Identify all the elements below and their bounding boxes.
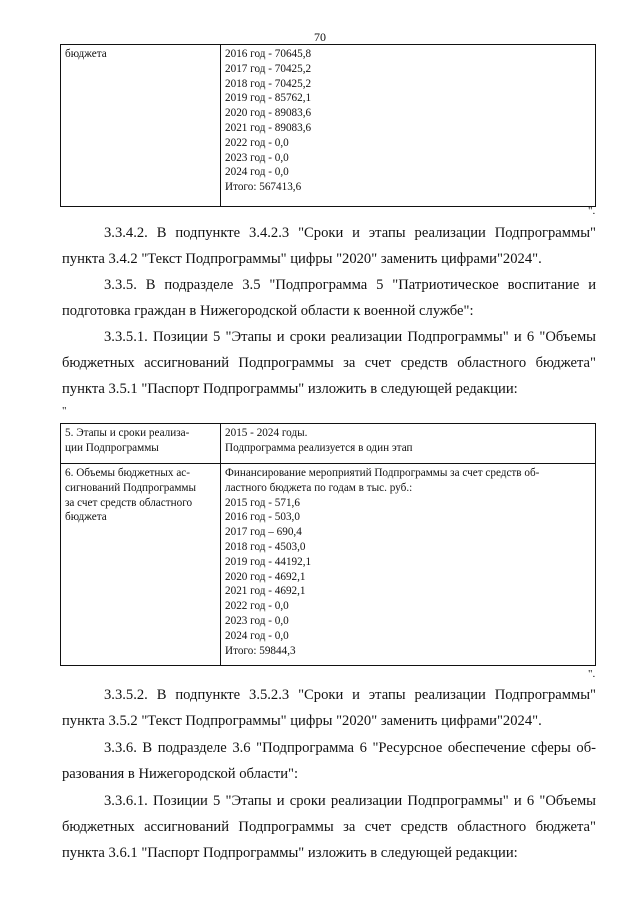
paragraph-3-3-6-1: [62, 788, 596, 866]
year-line: 2022 год - 0,0: [225, 600, 289, 613]
table-cell-left: [61, 464, 221, 666]
cell-text: 6. Объемы бюджетных ас-: [65, 467, 190, 479]
paragraph-3-3-6: [62, 735, 596, 787]
cell-text: ции Подпрограммы: [65, 441, 159, 454]
subprogram-passport-table: [60, 423, 596, 666]
table-cell-left: [61, 45, 221, 207]
paragraph-3-3-5: [62, 272, 596, 324]
cell-text: Подпрограмма реализуется в один этап: [225, 441, 413, 454]
cell-text: 5. Этапы и сроки реализа-: [65, 427, 190, 439]
text-line: подготовка граждан в Нижегородской области к военной службе":: [62, 303, 474, 319]
total-line: Итого: 59844,3: [225, 644, 296, 657]
year-line: 2016 год - 70645,8: [225, 48, 312, 60]
text-line: пункта 3.5.2 "Текст Подпрограммы" цифры "2020" заменить цифрами"2024".: [62, 713, 542, 729]
year-line: 2024 год - 0,0: [225, 629, 289, 642]
text-line: 3.3.5.1. Позиции 5 "Этапы и сроки реализации Подпрограммы" и 6 "Объемы: [104, 329, 596, 345]
table-cell-left: [61, 424, 221, 464]
table-cell-right: [221, 464, 596, 666]
cell-text: ластного бюджета по годам в тыс. руб.:: [225, 481, 413, 494]
table-cell-right: [221, 45, 596, 207]
closing-quote: ".: [588, 668, 596, 680]
year-line: 2015 год - 571,6: [225, 496, 300, 509]
cell-text: 2015 - 2024 годы.: [225, 427, 308, 439]
year-line: 2021 год - 4692,1: [225, 585, 306, 598]
text-line: 3.3.6. В подразделе 3.6 "Подпрограмма 6 "Ресурсное обеспечение сферы об-: [104, 740, 596, 756]
text-line: бюджетных ассигнований Подпрограммы за счет средств областного бюджета": [62, 819, 596, 835]
cell-text: за счет средств областного: [65, 496, 193, 509]
budget-table-continuation: [60, 44, 596, 207]
opening-quote: ": [62, 405, 67, 417]
year-line: 2016 год - 503,0: [225, 511, 300, 524]
paragraph-3-3-4-2: [62, 220, 596, 272]
table-row: [61, 464, 596, 666]
text-line: 3.3.6.1. Позиции 5 "Этапы и сроки реализации Подпрограммы" и 6 "Объемы: [104, 793, 596, 809]
total-line: Итого: 567413,6: [225, 181, 302, 194]
text-line: 3.3.4.2. В подпункте 3.4.2.3 "Сроки и этапы реализации Подпрограммы": [104, 225, 596, 241]
text-line: пункта 3.5.1 "Паспорт Подпрограммы" изложить в следующей редакции:: [62, 381, 518, 397]
text-line: пункта 3.6.1 "Паспорт Подпрограммы" изложить в следующей редакции:: [62, 845, 518, 861]
year-line: 2023 год - 0,0: [225, 614, 289, 627]
year-line: 2017 год - 70425,2: [225, 62, 312, 75]
text-line: 3.3.5. В подразделе 3.5 "Подпрограмма 5 "Патриотическое воспитание и: [104, 277, 596, 293]
paragraph-3-3-5-1: [62, 324, 596, 402]
year-line: 2020 год - 89083,6: [225, 107, 312, 120]
table-cell-right: [221, 424, 596, 464]
year-line: 2020 год - 4692,1: [225, 570, 306, 583]
cell-text: бюджета: [65, 511, 107, 524]
year-line: 2024 год - 0,0: [225, 166, 289, 179]
year-line: 2017 год – 690,4: [225, 526, 302, 539]
cell-text: бюджета: [65, 48, 107, 60]
text-line: 3.3.5.2. В подпункте 3.5.2.3 "Сроки и этапы реализации Подпрограммы": [104, 687, 596, 703]
text-line: разования в Нижегородской области":: [62, 766, 299, 782]
year-line: 2018 год - 4503,0: [225, 540, 306, 553]
year-line: 2018 год - 70425,2: [225, 77, 312, 90]
text-line: пункта 3.4.2 "Текст Подпрограммы" цифры "2020" заменить цифрами"2024".: [62, 251, 542, 267]
cell-text: Финансирование мероприятий Подпрограммы за счет средств об-: [225, 467, 540, 479]
cell-text: сигнований Подпрограммы: [65, 481, 197, 494]
year-line: 2022 год - 0,0: [225, 136, 289, 149]
page-number: 70: [314, 30, 326, 44]
year-line: 2023 год - 0,0: [225, 151, 289, 164]
year-line: 2019 год - 85762,1: [225, 92, 312, 105]
text-line: бюджетных ассигнований Подпрограммы за счет средств областного бюджета": [62, 355, 596, 371]
paragraph-3-3-5-2: [62, 682, 596, 734]
closing-quote: ".: [588, 205, 596, 217]
year-line: 2021 год - 89083,6: [225, 121, 312, 134]
year-line: 2019 год - 44192,1: [225, 555, 312, 568]
table-row: [61, 424, 596, 464]
table-row: [61, 45, 596, 207]
